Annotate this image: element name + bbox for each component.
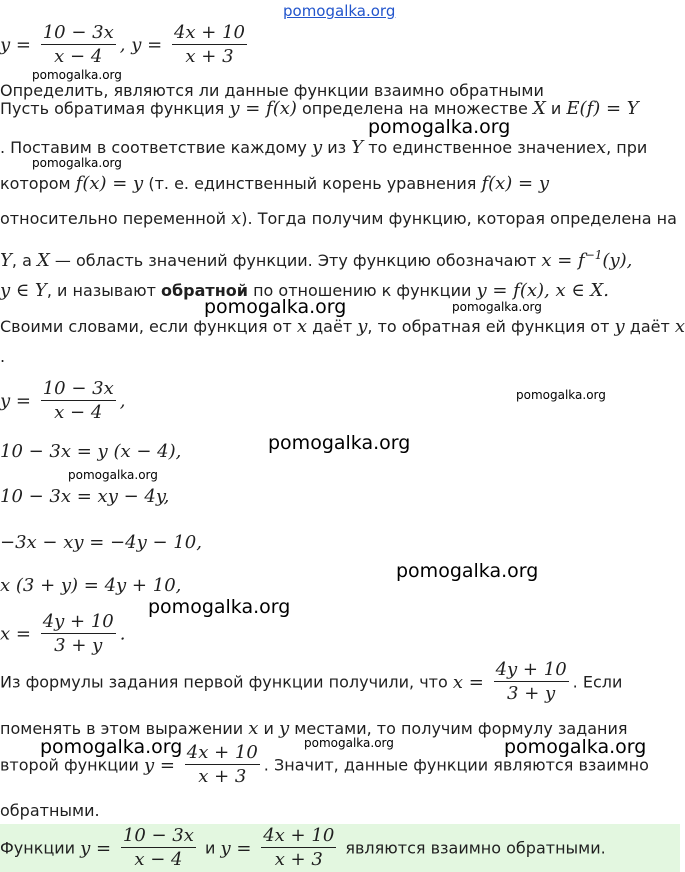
step-1-fraction [41, 378, 116, 425]
c3num: 4x + 10 [186, 742, 258, 763]
s5: x (3 + y) = 4y + 10, [0, 575, 182, 596]
watermark: pomogalka.org [504, 736, 647, 758]
theory-line-3 [0, 173, 549, 195]
t4m1: x [231, 208, 242, 229]
s1num: 10 − 3x [42, 378, 114, 399]
t6m2: y = f(x), x ∈ X. [476, 280, 609, 301]
given-comma: , [119, 34, 126, 56]
watermark: pomogalka.org [516, 388, 606, 402]
watermark: pomogalka.org [204, 296, 347, 318]
t2a: . Поставим в соответствие каждому [0, 138, 307, 157]
t7d: даёт [629, 317, 670, 336]
t2b: из [327, 138, 347, 157]
given-fraction-1-den: x − 4 [41, 44, 116, 69]
answer-pre2: y = [220, 837, 252, 859]
t8: . [0, 347, 6, 366]
answer-pre1: y = [80, 837, 112, 859]
t7c: , то обратная ей функция от [367, 317, 610, 336]
t1b: определена на множестве [302, 99, 528, 118]
conclusion-fraction-1 [494, 659, 569, 706]
watermark: pomogalka.org [32, 68, 122, 82]
answer-line [0, 825, 606, 872]
t1m2: X [533, 98, 546, 119]
watermark: pomogalka.org [68, 468, 158, 482]
theory-line-1 [0, 98, 639, 120]
t6a: , и называют [46, 281, 156, 300]
s4: −3x − xy = −4y − 10, [0, 532, 202, 553]
t1a: Пусть обратимая функция [0, 99, 225, 118]
answer-fraction-2 [261, 825, 336, 872]
c2c: местами, то получим формулу задания [294, 719, 628, 738]
given-lhs-1: y = [0, 34, 31, 56]
c3a: второй функции [0, 755, 139, 775]
task-text [0, 80, 544, 100]
s2: 10 − 3x = y (x − 4), [0, 441, 182, 462]
watermark: pomogalka.org [32, 156, 122, 170]
t3a: котором [0, 174, 71, 193]
t4a: относительно переменной [0, 209, 227, 228]
t2m2: Y [351, 137, 364, 158]
watermark-link[interactable]: pomogalka.org [283, 2, 396, 20]
t7m4: x [674, 316, 685, 337]
c1den: 3 + y [494, 681, 569, 706]
s3: 10 − 3x = xy − 4y, [0, 486, 170, 507]
theory-line-5 [0, 244, 632, 272]
s1den: x − 4 [41, 400, 116, 425]
step-6 [0, 611, 126, 658]
s6den: 3 + y [41, 633, 116, 658]
c2m1: x [248, 718, 259, 739]
theory-line-2 [0, 137, 647, 159]
answer-a: Функции [0, 838, 76, 858]
s6post: . [119, 623, 126, 645]
s1post: , [119, 390, 126, 412]
c1b: . Если [572, 672, 623, 692]
t7b: даёт [312, 317, 353, 336]
t7m1: x [296, 316, 308, 337]
given-fraction-1 [41, 22, 116, 69]
conclusion-line-3 [0, 742, 649, 789]
answer-num1: 10 − 3x [122, 825, 194, 846]
t3m1: f(x) = y [75, 173, 144, 194]
s1pre: y = [0, 390, 31, 412]
given-fraction-2-num: 4x + 10 [173, 22, 245, 43]
t5m3: x = f [541, 250, 585, 271]
given-functions [0, 22, 251, 69]
step-3 [0, 486, 169, 508]
answer-den1: x − 4 [121, 847, 196, 872]
theory-line-4 [0, 208, 677, 230]
conclusion-line-1 [0, 659, 622, 706]
conclusion-fraction-2 [185, 742, 260, 789]
theory-line-8 [0, 346, 5, 368]
c1a: Из формулы задания первой функции получили, что [0, 672, 448, 692]
t5m1: Y [0, 250, 12, 271]
c2b: и [263, 719, 274, 738]
step-5 [0, 575, 181, 597]
given-lhs-2: y = [131, 34, 163, 56]
step-2 [0, 441, 181, 463]
task-text-content: Определить, являются ли данные функции взаимно обратными [0, 81, 544, 100]
t5a: , а [11, 251, 32, 270]
t5m2: X [36, 250, 50, 271]
t1m3: E(f) = Y [566, 98, 639, 119]
watermark: pomogalka.org [452, 300, 542, 314]
watermark: pomogalka.org [396, 560, 539, 582]
theory-line-7 [0, 316, 685, 338]
t5b: — область значений функции. Эту функцию обозначают [54, 251, 537, 270]
answer-den2: x + 3 [261, 847, 336, 872]
t1c: и [550, 99, 562, 118]
t2d: , при [606, 138, 648, 157]
s6num: 4y + 10 [42, 611, 114, 632]
watermark: pomogalka.org [40, 736, 183, 758]
given-fraction-2 [172, 22, 247, 69]
step-6-fraction [41, 611, 116, 658]
step-1 [0, 378, 126, 425]
t6bold: обратной [161, 281, 248, 300]
t2m3: x [595, 137, 607, 158]
conclusion-line-2 [0, 718, 628, 740]
t3b: (т. е. единственный корень уравнения [148, 174, 477, 193]
given-fraction-2-den: x + 3 [172, 44, 247, 69]
answer-fraction-1 [121, 825, 196, 872]
answer-b: являются взаимно обратными. [345, 838, 606, 858]
t3m2: f(x) = y [481, 173, 550, 194]
c2m2: y [279, 718, 290, 739]
t7m3: y [614, 316, 625, 337]
t1m1: y = f(x) [229, 98, 297, 119]
t6b: по отношению к функции [253, 281, 472, 300]
s6pre: x = [0, 623, 31, 645]
t5sup: −1 [584, 248, 603, 262]
c3den: x + 3 [185, 764, 260, 789]
c3b: . Значит, данные функции являются взаимно [263, 755, 649, 775]
t7a: Своими словами, если функция от [0, 317, 292, 336]
c1pre: x = [452, 671, 484, 693]
t2m1: y [311, 137, 323, 158]
watermark: pomogalka.org [148, 596, 291, 618]
t5m4: (y), [602, 250, 633, 271]
given-fraction-1-num: 10 − 3x [42, 22, 114, 43]
step-4 [0, 532, 202, 554]
t4b: ). Тогда получим функцию, которая определена на [241, 209, 677, 228]
t6m1: y ∈ Y [0, 280, 47, 301]
watermark: pomogalka.org [268, 432, 411, 454]
c3pre: y = [144, 754, 176, 776]
c4: обратными. [0, 801, 100, 820]
answer-mid: и [205, 838, 216, 858]
c2a: поменять в этом выражении [0, 719, 244, 738]
theory-line-6 [0, 280, 609, 302]
t7m2: y [357, 316, 368, 337]
conclusion-line-4 [0, 800, 100, 822]
answer-box [0, 824, 680, 872]
answer-num2: 4x + 10 [263, 825, 335, 846]
t2c: то единственное значение [368, 138, 596, 157]
c1num: 4y + 10 [495, 659, 567, 680]
watermark: pomogalka.org [304, 736, 394, 750]
watermark: pomogalka.org [368, 116, 511, 138]
